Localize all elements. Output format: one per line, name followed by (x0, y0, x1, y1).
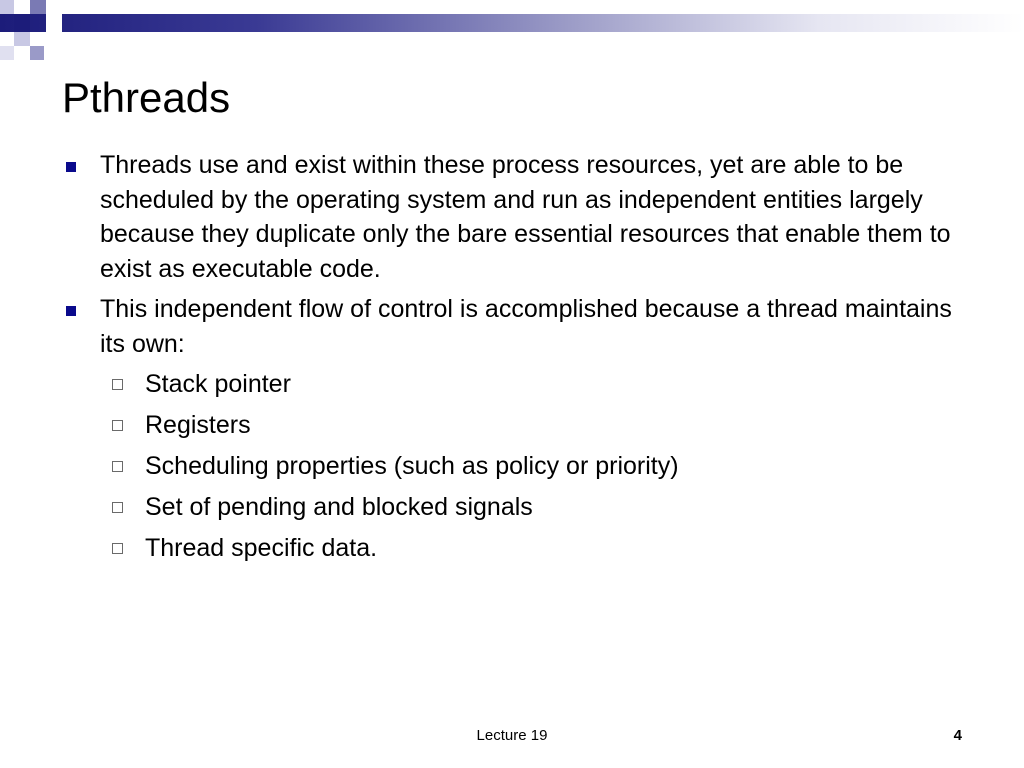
hollow-square-bullet-icon (112, 420, 123, 431)
slide-content (62, 148, 962, 572)
hollow-square-bullet-icon (112, 379, 123, 390)
footer-lecture-label: Lecture 19 (476, 727, 548, 744)
sub-bullet-item (108, 367, 962, 401)
hollow-square-bullet-icon (112, 461, 123, 472)
sub-bullet-item (108, 449, 962, 483)
slide-title: Pthreads (62, 74, 231, 121)
decorative-square (0, 46, 14, 60)
sub-bullet-text: Registers (145, 411, 251, 439)
bullet-text: This independent flow of control is accomplished because a thread maintains its own: (100, 295, 952, 358)
bullet-text: Threads use and exist within these process resources, yet are able to be scheduled by the operating system and run as independent entities largely because they duplicate only the bare essential resources that enable them to exist as executable code. (100, 151, 951, 283)
sub-bullet-text: Stack pointer (145, 370, 291, 398)
sub-bullet-text: Scheduling properties (such as policy or priority) (145, 452, 679, 480)
sub-bullet-list (62, 367, 962, 565)
sub-bullet-item (108, 490, 962, 524)
hollow-square-bullet-icon (112, 502, 123, 513)
square-bullet-icon (66, 162, 76, 172)
sub-bullet-item (108, 531, 962, 565)
decorative-square (30, 0, 46, 14)
sub-bullet-text: Set of pending and blocked signals (145, 493, 533, 521)
square-bullet-icon (66, 306, 76, 316)
decorative-square (46, 14, 62, 32)
decorative-square (30, 46, 44, 60)
hollow-square-bullet-icon (112, 543, 123, 554)
slide-number: 4 (953, 727, 962, 744)
sub-bullet-text: Thread specific data. (145, 534, 378, 562)
decorative-square (14, 32, 30, 46)
header-gradient-bar (0, 14, 1024, 32)
sub-bullet-item (108, 408, 962, 442)
decorative-square (0, 0, 14, 14)
bullet-item (62, 148, 962, 286)
decorative-square (14, 14, 30, 32)
bullet-item (62, 292, 962, 361)
